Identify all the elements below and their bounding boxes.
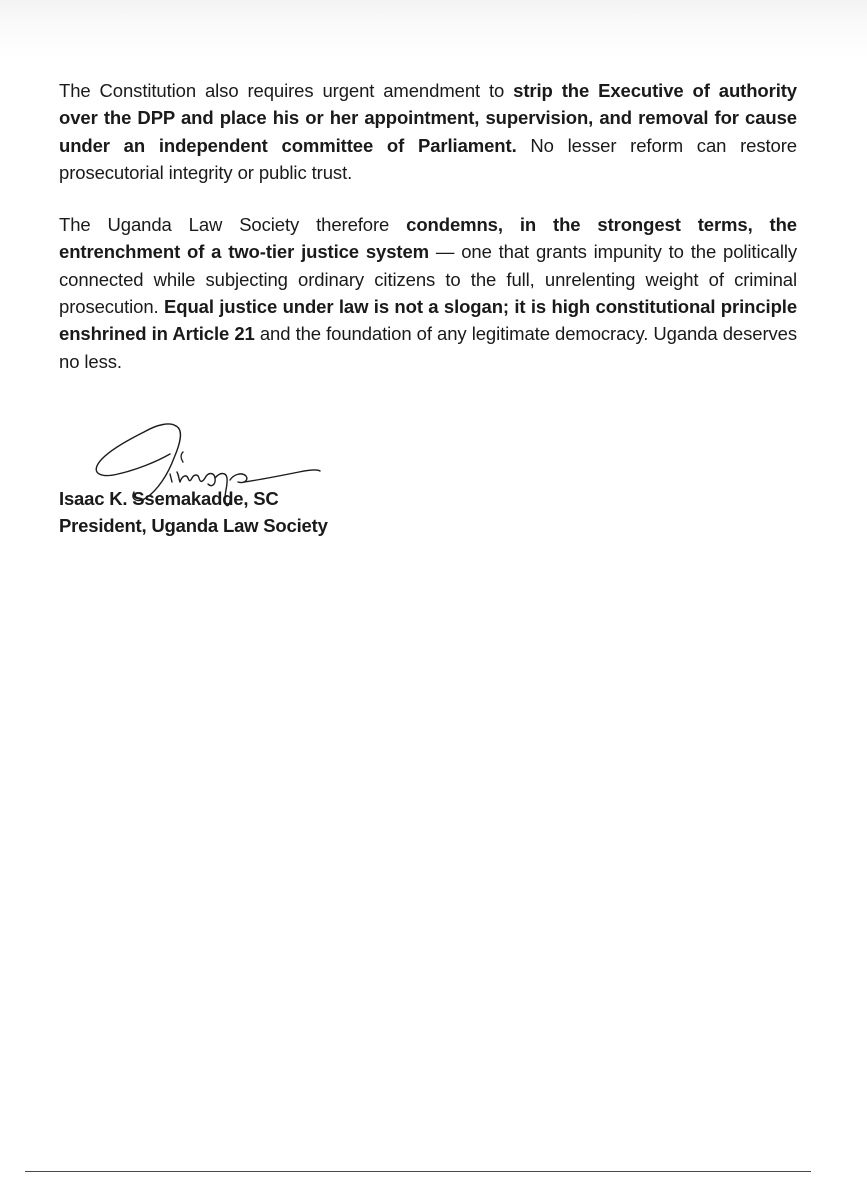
signatory-title: President, Uganda Law Society: [59, 515, 328, 536]
footer-divider: [25, 1171, 811, 1172]
paragraph-segment: No lesser reform can restore prosecutorial integrity or public trust.: [59, 134, 797, 183]
paragraph-segment: The Uganda Law Society therefore: [59, 214, 407, 236]
paragraph-emphasis: strip the Executive of authority over the DPP and place his or her appointment, supervision, and removal for cause under an independent committee of Parliament.: [59, 80, 797, 156]
paragraph-dpp-amendment: [59, 77, 797, 186]
paragraph-segment: and the foundation of any legitimate democracy. Uganda deserves no less.: [59, 323, 798, 372]
paragraph-emphasis: Equal justice under law is not a slogan; it is high constitutional principle enshrined in Article 21: [59, 296, 798, 345]
scan-top-shade: [0, 0, 867, 60]
paragraph-two-tier-justice: [59, 211, 797, 375]
paragraph-segment: The Constitution also requires urgent amendment to: [59, 80, 514, 101]
paragraph-segment: — one that grants impunity to the politically connected while subjecting ordinary citizens to the full, unrelenting weight of criminal prosecution.: [59, 241, 797, 318]
signature-block: [59, 420, 379, 545]
signatory-name: Isaac K. Ssemakadde, SC: [59, 488, 279, 509]
paragraph-emphasis: condemns, in the strongest terms, the entrenchment of a two-tier justice system: [59, 214, 797, 263]
letter-body: [59, 77, 797, 375]
